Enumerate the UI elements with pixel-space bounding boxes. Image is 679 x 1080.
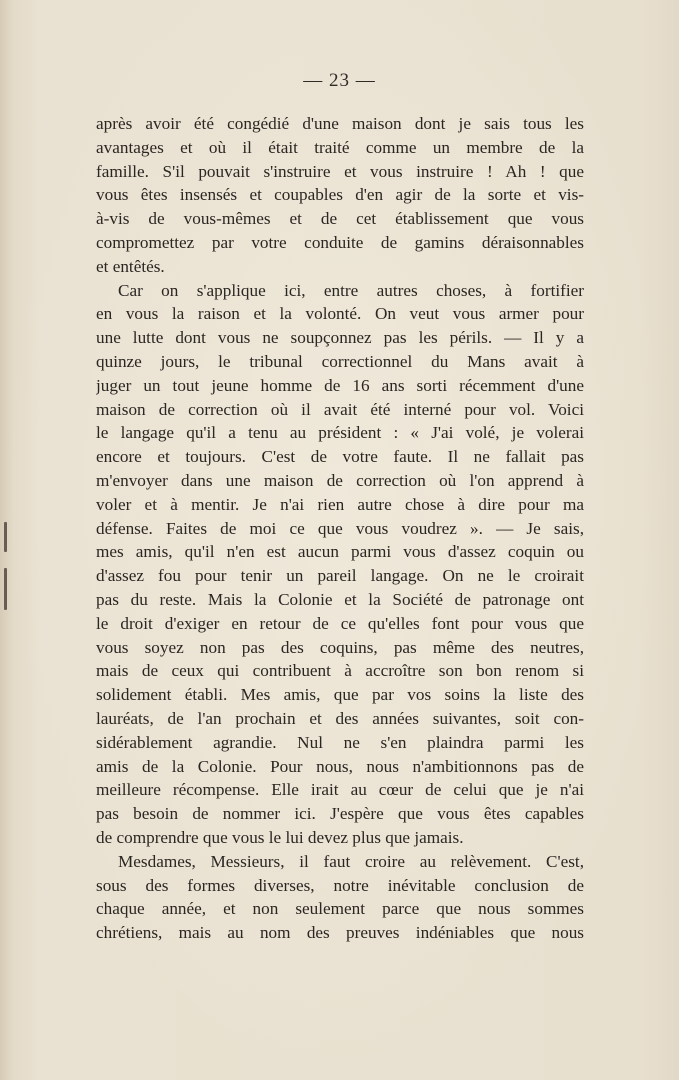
- text-line: compromettez par votre conduite de gamins déraisonnables: [96, 232, 584, 252]
- body-text: [96, 112, 584, 945]
- text-line: solidement établi. Mes amis, que par vos soins la liste des: [96, 685, 584, 705]
- text-line: maison de correction où il avait été interné pour vol. Voici: [96, 399, 584, 419]
- text-line: pas besoin de nommer ici. J'espère que vous êtes capables: [96, 804, 584, 824]
- text-line: défense. Faites de moi ce que vous voudrez ». — Je sais,: [96, 518, 584, 538]
- text-line: en vous la raison et la volonté. On veut vous armer pour: [96, 304, 584, 324]
- text-line: à-vis de vous-mêmes et de cet établissement que vous: [96, 209, 584, 229]
- text-line: vous êtes insensés et coupables d'en agir de la sorte et vis-: [96, 185, 584, 205]
- text-line: et entêtés.: [96, 256, 165, 276]
- text-line: sous des formes diverses, notre inévitable conclusion de: [96, 875, 584, 895]
- text-line: Car on s'applique ici, entre autres choses, à fortifier: [118, 280, 584, 300]
- text-line: voler et à mentir. Je n'ai rien autre chose à dire pour ma: [96, 494, 584, 514]
- text-line: une lutte dont vous ne soupçonnez pas les périls. — Il y a: [96, 328, 584, 348]
- margin-ink-mark: [4, 568, 7, 610]
- text-line: m'envoyer dans une maison de correction où l'on apprend à: [96, 470, 584, 490]
- text-line: mes amis, qu'il n'en est aucun parmi vous d'assez coquin ou: [96, 542, 584, 562]
- text-line: après avoir été congédié d'une maison dont je sais tous les: [96, 114, 584, 133]
- text-line: d'assez fou pour tenir un pareil langage. On ne le croirait: [96, 566, 584, 586]
- text-line: avantages et où il était traité comme un membre de la: [96, 137, 584, 157]
- text-line: Mesdames, Messieurs, il faut croire au relèvement. C'est,: [118, 851, 584, 871]
- text-line: juger un tout jeune homme de 16 ans sorti récemment d'une: [96, 375, 584, 395]
- text-line: le langage qu'il a tenu au président : « J'ai volé, je volerai: [96, 423, 584, 443]
- text-line: famille. S'il pouvait s'instruire et vous instruire ! Ah ! que: [96, 161, 584, 181]
- text-line: le droit d'exiger en retour de ce qu'elles font pour vous que: [96, 613, 584, 633]
- text-line: meilleure récompense. Elle irait au cœur de celui que je n'ai: [96, 780, 584, 800]
- page-number: — 23 —: [303, 70, 376, 91]
- text-line: sidérablement agrandie. Nul ne s'en plaindra parmi les: [96, 732, 584, 752]
- text-line: chrétiens, mais au nom des preuves indéniables que nous: [96, 923, 584, 943]
- text-line: vous soyez non pas des coquins, pas même des neutres,: [96, 637, 584, 657]
- text-line: chaque année, et non seulement parce que nous sommes: [96, 899, 584, 919]
- text-line: de comprendre que vous le lui devez plus que jamais.: [96, 827, 464, 847]
- text-line: lauréats, de l'an prochain et des années suivantes, soit con-: [96, 708, 584, 728]
- text-line: pas du reste. Mais la Colonie et la Société de patronage ont: [96, 589, 584, 609]
- text-line: mais de ceux qui contribuent à accroître son bon renom si: [96, 661, 584, 681]
- text-line: amis de la Colonie. Pour nous, nous n'ambitionnons pas de: [96, 756, 584, 776]
- margin-ink-mark: [4, 522, 7, 552]
- text-line: quinze jours, le tribunal correctionnel du Mans avait à: [96, 351, 584, 371]
- text-line: encore et toujours. C'est de votre faute. Il ne fallait pas: [96, 447, 584, 467]
